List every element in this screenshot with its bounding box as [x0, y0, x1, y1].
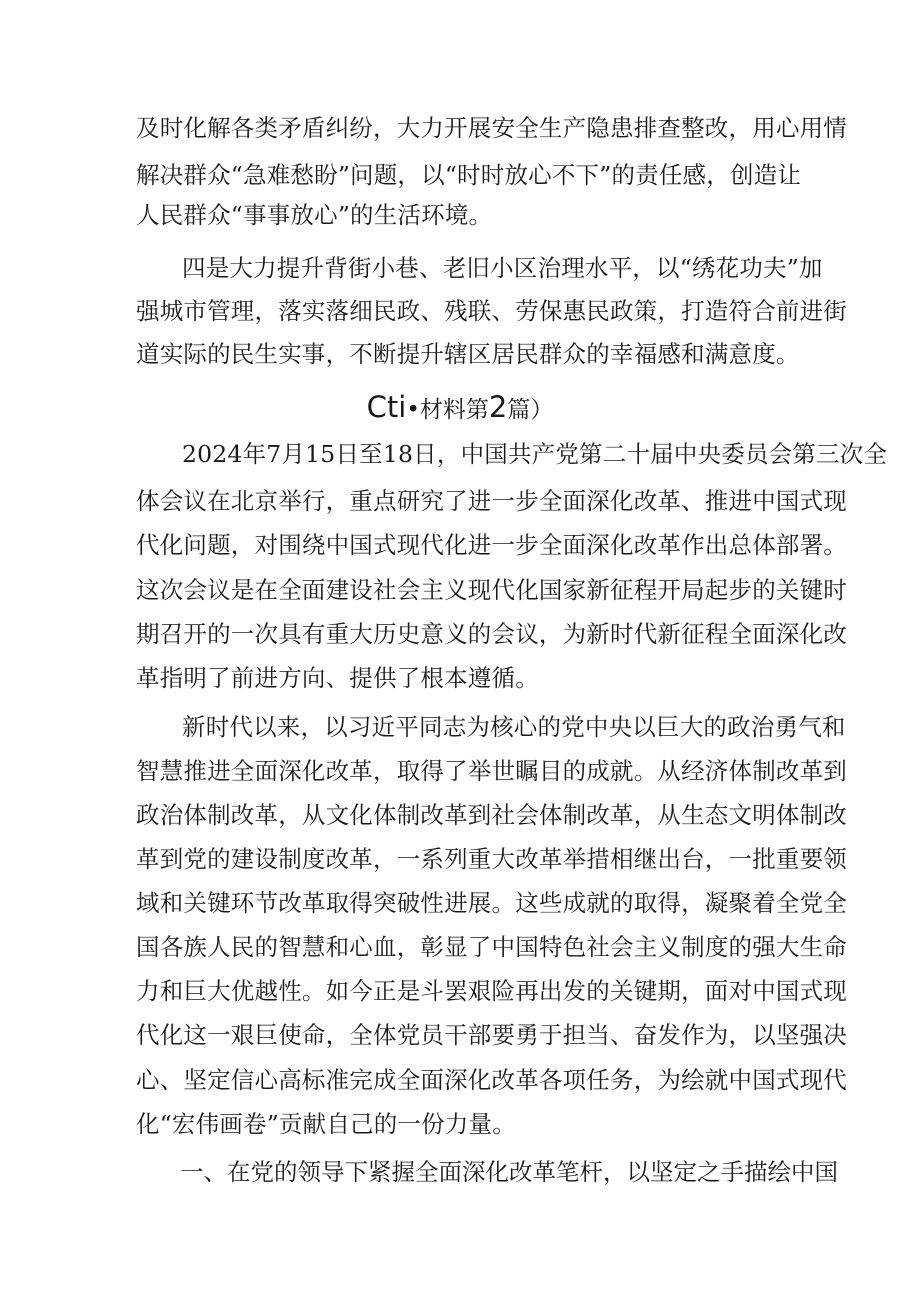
paragraph-line: 强城市管理，落实落细民政、残联、劳保惠民政策，打造符合前进街 — [136, 297, 847, 325]
paragraph-line: 智慧推进全面深化改革，取得了举世瞩目的成就。从经济体制改革到 — [136, 757, 847, 785]
title-suffix: 篇） — [507, 397, 554, 423]
section-title — [0, 392, 920, 425]
paragraph-line: 革到党的建设制度改革，一系列重大改革举措相继出台，一批重要领 — [136, 845, 847, 873]
title-middle: •材料第 — [406, 397, 489, 423]
paragraph-line: 国各族人民的智慧和心血，彰显了中国特色社会主义制度的强大生命 — [136, 933, 847, 961]
paragraph-line: 四是大力提升背街小巷、老旧小区治理水平，以“绣花功夫”加 — [182, 254, 823, 282]
paragraph-line: 2024年7月15日至18日，中国共产党第二十届中央委员会第三次全 — [182, 440, 888, 468]
title-prefix: Cti — [366, 390, 407, 424]
paragraph-line: 域和关键环节改革取得突破性进展。这些成就的取得，凝聚着全党全 — [136, 889, 847, 917]
paragraph-line: 代化这一艰巨使命，全体党员干部要勇于担当、奋发作为，以坚强决 — [136, 1021, 847, 1049]
paragraph-line: 人民群众“事事放心”的生活环境。 — [136, 201, 493, 229]
paragraph-line: 体会议在北京举行，重点研究了进一步全面深化改革、推进中国式现 — [136, 487, 847, 515]
paragraph-line: 及时化解各类矛盾纠纷，大力开展安全生产隐患排查整改，用心用情 — [136, 114, 847, 142]
paragraph-line: 力和巨大优越性。如今正是斗罢艰险再出发的关键期，面对中国式现 — [136, 977, 847, 1005]
section-heading: 一、在党的领导下紧握全面深化改革笔杆，以坚定之手描绘中国 — [180, 1158, 838, 1186]
paragraph-line: 期召开的一次具有重大历史意义的会议，为新时代新征程全面深化改 — [136, 620, 847, 648]
paragraph-line: 道实际的民生实事，不断提升辖区居民群众的幸福感和满意度。 — [136, 340, 800, 368]
paragraph-line: 化“宏伟画卷”贡献自己的一份力量。 — [136, 1110, 516, 1138]
paragraph-line: 代化问题，对围绕中国式现代化进一步全面深化改革作出总体部署。 — [136, 531, 847, 559]
paragraph-line: 政治体制改革，从文化体制改革到社会体制改革，从生态文明体制改 — [136, 801, 847, 829]
paragraph-line: 解决群众“急难愁盼”问题，以“时时放心不下”的责任感，创造让 — [136, 161, 802, 189]
paragraph-line: 这次会议是在全面建设社会主义现代化国家新征程开局起步的关键时 — [136, 576, 847, 604]
paragraph-line: 革指明了前进方向、提供了根本遵循。 — [136, 664, 539, 692]
paragraph-line: 新时代以来，以习近平同志为核心的党中央以巨大的政治勇气和 — [182, 713, 846, 741]
title-number: 2 — [488, 390, 508, 424]
paragraph-line: 心、坚定信心高标准完成全面深化改革各项任务，为绘就中国式现代 — [136, 1066, 847, 1094]
